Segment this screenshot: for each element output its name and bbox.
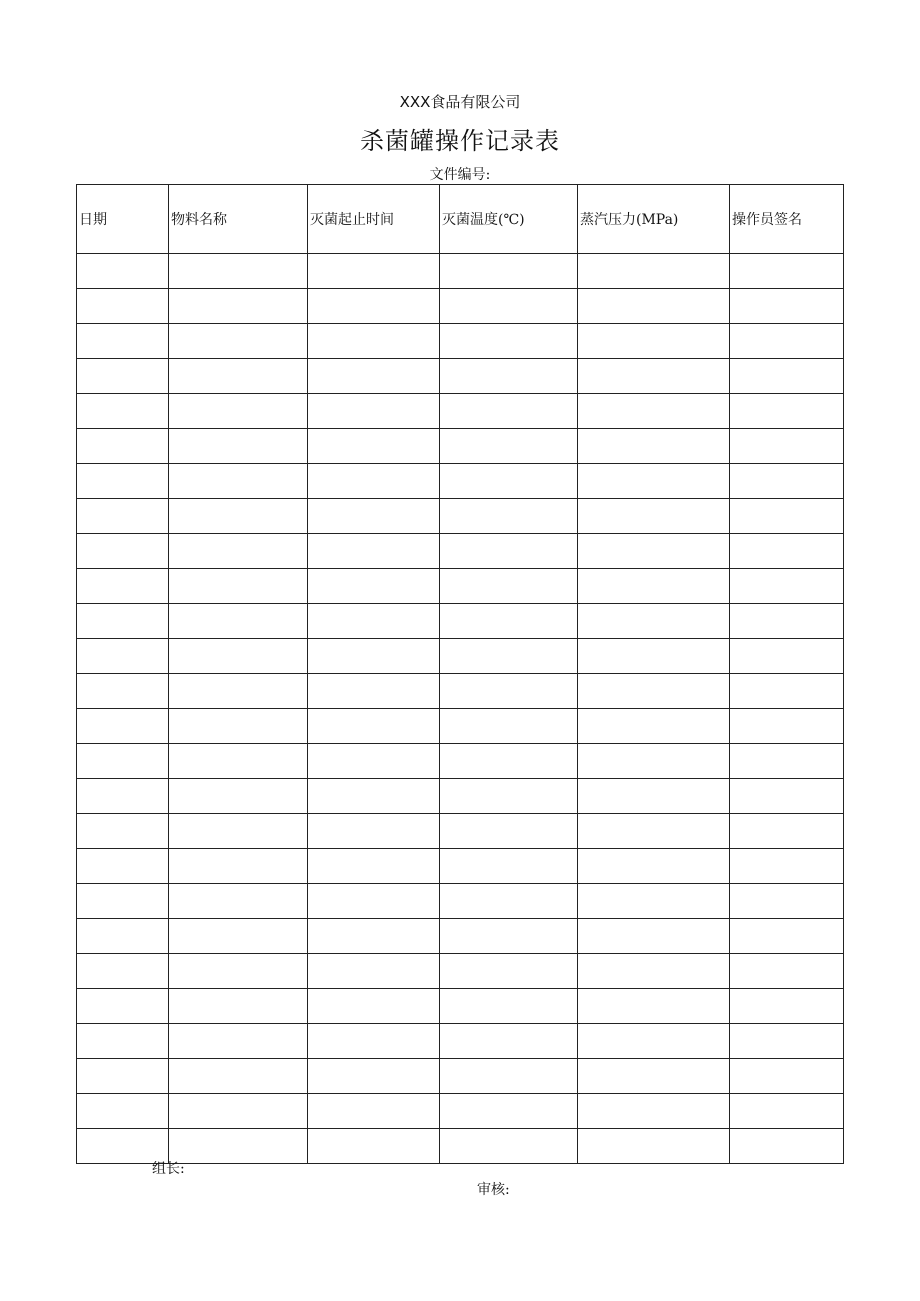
cell-sterilization-time[interactable] — [308, 1129, 440, 1164]
review-label: 审核: — [477, 1182, 510, 1198]
cell-material-name[interactable] — [169, 324, 308, 359]
cell-material-name[interactable] — [169, 954, 308, 989]
cell-sterilization-temperature[interactable] — [440, 569, 578, 604]
cell-steam-pressure[interactable] — [578, 744, 730, 779]
cell-operator-signature[interactable] — [730, 534, 844, 569]
table-row — [77, 989, 844, 1024]
cell-material-name[interactable] — [169, 604, 308, 639]
cell-operator-signature[interactable] — [730, 1094, 844, 1129]
table-row — [77, 289, 844, 324]
cell-steam-pressure[interactable] — [578, 359, 730, 394]
cell-steam-pressure[interactable] — [578, 324, 730, 359]
cell-date[interactable] — [77, 849, 169, 884]
column-header-operator-signature: 操作员签名 — [730, 185, 844, 254]
cell-operator-signature[interactable] — [730, 814, 844, 849]
cell-sterilization-time[interactable] — [308, 359, 440, 394]
cell-date[interactable] — [77, 359, 169, 394]
table-row — [77, 709, 844, 744]
cell-sterilization-time[interactable] — [308, 534, 440, 569]
cell-material-name[interactable] — [169, 849, 308, 884]
cell-steam-pressure[interactable] — [578, 1129, 730, 1164]
cell-operator-signature[interactable] — [730, 884, 844, 919]
cell-sterilization-temperature[interactable] — [440, 359, 578, 394]
cell-material-name[interactable] — [169, 989, 308, 1024]
cell-date[interactable] — [77, 919, 169, 954]
cell-sterilization-temperature[interactable] — [440, 429, 578, 464]
cell-material-name[interactable] — [169, 1059, 308, 1094]
cell-material-name[interactable] — [169, 639, 308, 674]
cell-material-name[interactable] — [169, 674, 308, 709]
table-row — [77, 639, 844, 674]
cell-date[interactable] — [77, 1059, 169, 1094]
cell-sterilization-temperature[interactable] — [440, 954, 578, 989]
cell-steam-pressure[interactable] — [578, 989, 730, 1024]
cell-sterilization-time[interactable] — [308, 709, 440, 744]
sterilization-record-table — [76, 184, 844, 1164]
cell-sterilization-time[interactable] — [308, 324, 440, 359]
cell-material-name[interactable] — [169, 1024, 308, 1059]
table-row — [77, 499, 844, 534]
cell-operator-signature[interactable] — [730, 954, 844, 989]
cell-sterilization-time[interactable] — [308, 499, 440, 534]
cell-material-name[interactable] — [169, 254, 308, 289]
cell-operator-signature[interactable] — [730, 254, 844, 289]
cell-operator-signature[interactable] — [730, 744, 844, 779]
cell-sterilization-temperature[interactable] — [440, 639, 578, 674]
cell-sterilization-time[interactable] — [308, 849, 440, 884]
table-row — [77, 534, 844, 569]
table-row — [77, 604, 844, 639]
team-leader-label: 组长: — [152, 1161, 185, 1177]
column-header-date: 日期 — [77, 185, 169, 254]
table-row — [77, 464, 844, 499]
cell-sterilization-temperature[interactable] — [440, 464, 578, 499]
cell-steam-pressure[interactable] — [578, 499, 730, 534]
cell-operator-signature[interactable] — [730, 394, 844, 429]
document-number-label: 文件编号: — [429, 167, 491, 183]
cell-sterilization-time[interactable] — [308, 919, 440, 954]
table-row — [77, 429, 844, 464]
cell-operator-signature[interactable] — [730, 1129, 844, 1164]
cell-steam-pressure[interactable] — [578, 534, 730, 569]
cell-material-name[interactable] — [169, 814, 308, 849]
cell-sterilization-temperature[interactable] — [440, 1024, 578, 1059]
cell-sterilization-time[interactable] — [308, 429, 440, 464]
cell-steam-pressure[interactable] — [578, 919, 730, 954]
cell-steam-pressure[interactable] — [578, 674, 730, 709]
cell-sterilization-temperature[interactable] — [440, 919, 578, 954]
table-row — [77, 884, 844, 919]
cell-operator-signature[interactable] — [730, 1024, 844, 1059]
cell-date[interactable] — [77, 884, 169, 919]
column-header-steam-pressure: 蒸汽压力(MPa) — [578, 185, 730, 254]
cell-sterilization-time[interactable] — [308, 1059, 440, 1094]
cell-sterilization-time[interactable] — [308, 639, 440, 674]
cell-date[interactable] — [77, 1024, 169, 1059]
cell-sterilization-time[interactable] — [308, 254, 440, 289]
cell-material-name[interactable] — [169, 779, 308, 814]
cell-material-name[interactable] — [169, 919, 308, 954]
table-body — [77, 254, 844, 1164]
cell-date[interactable] — [77, 814, 169, 849]
cell-steam-pressure[interactable] — [578, 849, 730, 884]
cell-operator-signature[interactable] — [730, 989, 844, 1024]
cell-sterilization-temperature[interactable] — [440, 499, 578, 534]
cell-material-name[interactable] — [169, 1094, 308, 1129]
cell-sterilization-time[interactable] — [308, 1094, 440, 1129]
column-header-sterilization-time: 灭菌起止时间 — [308, 185, 440, 254]
cell-operator-signature[interactable] — [730, 499, 844, 534]
cell-steam-pressure[interactable] — [578, 254, 730, 289]
cell-material-name[interactable] — [169, 359, 308, 394]
cell-date[interactable] — [77, 604, 169, 639]
table-row — [77, 1094, 844, 1129]
cell-operator-signature[interactable] — [730, 779, 844, 814]
cell-steam-pressure[interactable] — [578, 289, 730, 324]
cell-operator-signature[interactable] — [730, 569, 844, 604]
cell-date[interactable] — [77, 394, 169, 429]
cell-material-name[interactable] — [169, 429, 308, 464]
cell-sterilization-temperature[interactable] — [440, 814, 578, 849]
table-row — [77, 814, 844, 849]
cell-steam-pressure[interactable] — [578, 1024, 730, 1059]
cell-date[interactable] — [77, 639, 169, 674]
cell-sterilization-temperature[interactable] — [440, 884, 578, 919]
cell-material-name[interactable] — [169, 709, 308, 744]
cell-steam-pressure[interactable] — [578, 884, 730, 919]
cell-steam-pressure[interactable] — [578, 569, 730, 604]
cell-operator-signature[interactable] — [730, 919, 844, 954]
table-row — [77, 359, 844, 394]
table-row — [77, 394, 844, 429]
cell-material-name[interactable] — [169, 744, 308, 779]
cell-operator-signature[interactable] — [730, 604, 844, 639]
cell-date[interactable] — [77, 464, 169, 499]
cell-material-name[interactable] — [169, 569, 308, 604]
table-header-row — [77, 185, 844, 254]
table-row — [77, 849, 844, 884]
cell-date[interactable] — [77, 989, 169, 1024]
cell-sterilization-time[interactable] — [308, 289, 440, 324]
cell-sterilization-time[interactable] — [308, 814, 440, 849]
cell-sterilization-temperature[interactable] — [440, 324, 578, 359]
cell-steam-pressure[interactable] — [578, 709, 730, 744]
table-row — [77, 779, 844, 814]
table-row — [77, 954, 844, 989]
cell-sterilization-temperature[interactable] — [440, 744, 578, 779]
column-header-sterilization-temperature: 灭菌温度(℃) — [440, 185, 578, 254]
cell-sterilization-time[interactable] — [308, 394, 440, 429]
cell-steam-pressure[interactable] — [578, 814, 730, 849]
cell-date[interactable] — [77, 429, 169, 464]
cell-operator-signature[interactable] — [730, 289, 844, 324]
cell-date[interactable] — [77, 674, 169, 709]
cell-sterilization-temperature[interactable] — [440, 709, 578, 744]
cell-sterilization-time[interactable] — [308, 989, 440, 1024]
table-row — [77, 1024, 844, 1059]
cell-sterilization-time[interactable] — [308, 1024, 440, 1059]
table-row — [77, 324, 844, 359]
cell-operator-signature[interactable] — [730, 464, 844, 499]
cell-material-name[interactable] — [169, 499, 308, 534]
table-row — [77, 744, 844, 779]
cell-operator-signature[interactable] — [730, 429, 844, 464]
cell-sterilization-time[interactable] — [308, 744, 440, 779]
cell-sterilization-temperature[interactable] — [440, 534, 578, 569]
cell-operator-signature[interactable] — [730, 359, 844, 394]
cell-sterilization-time[interactable] — [308, 779, 440, 814]
cell-material-name[interactable] — [169, 394, 308, 429]
table-row — [77, 919, 844, 954]
cell-sterilization-temperature[interactable] — [440, 1094, 578, 1129]
cell-steam-pressure[interactable] — [578, 394, 730, 429]
cell-operator-signature[interactable] — [730, 849, 844, 884]
cell-operator-signature[interactable] — [730, 709, 844, 744]
cell-sterilization-time[interactable] — [308, 674, 440, 709]
table-row — [77, 569, 844, 604]
cell-operator-signature[interactable] — [730, 639, 844, 674]
cell-date[interactable] — [77, 569, 169, 604]
cell-sterilization-time[interactable] — [308, 569, 440, 604]
cell-sterilization-temperature[interactable] — [440, 604, 578, 639]
cell-date[interactable] — [77, 744, 169, 779]
table-row — [77, 1129, 844, 1164]
table-row — [77, 254, 844, 289]
cell-date[interactable] — [77, 1094, 169, 1129]
cell-date[interactable] — [77, 779, 169, 814]
cell-material-name[interactable] — [169, 534, 308, 569]
cell-sterilization-time[interactable] — [308, 954, 440, 989]
cell-sterilization-temperature[interactable] — [440, 849, 578, 884]
cell-sterilization-temperature[interactable] — [440, 254, 578, 289]
cell-operator-signature[interactable] — [730, 674, 844, 709]
cell-steam-pressure[interactable] — [578, 1094, 730, 1129]
cell-steam-pressure[interactable] — [578, 604, 730, 639]
cell-date[interactable] — [77, 499, 169, 534]
cell-sterilization-time[interactable] — [308, 604, 440, 639]
cell-steam-pressure[interactable] — [578, 464, 730, 499]
column-header-material-name: 物料名称 — [169, 185, 308, 254]
cell-steam-pressure[interactable] — [578, 779, 730, 814]
cell-date[interactable] — [77, 954, 169, 989]
cell-steam-pressure[interactable] — [578, 639, 730, 674]
cell-date[interactable] — [77, 534, 169, 569]
cell-material-name[interactable] — [169, 884, 308, 919]
cell-material-name[interactable] — [169, 289, 308, 324]
cell-material-name[interactable] — [169, 464, 308, 499]
cell-steam-pressure[interactable] — [578, 1059, 730, 1094]
cell-date[interactable] — [77, 324, 169, 359]
cell-material-name[interactable] — [169, 1129, 308, 1164]
cell-sterilization-temperature[interactable] — [440, 779, 578, 814]
table-row — [77, 1059, 844, 1094]
cell-steam-pressure[interactable] — [578, 954, 730, 989]
cell-sterilization-temperature[interactable] — [440, 1129, 578, 1164]
form-title: 杀菌罐操作记录表 — [360, 127, 560, 155]
cell-sterilization-time[interactable] — [308, 884, 440, 919]
cell-sterilization-temperature[interactable] — [440, 1059, 578, 1094]
cell-date[interactable] — [77, 254, 169, 289]
cell-sterilization-temperature[interactable] — [440, 289, 578, 324]
cell-sterilization-temperature[interactable] — [440, 674, 578, 709]
cell-operator-signature[interactable] — [730, 1059, 844, 1094]
cell-steam-pressure[interactable] — [578, 429, 730, 464]
cell-sterilization-temperature[interactable] — [440, 394, 578, 429]
cell-sterilization-temperature[interactable] — [440, 989, 578, 1024]
cell-operator-signature[interactable] — [730, 324, 844, 359]
company-name: XXX食品有限公司 — [399, 93, 521, 111]
cell-date[interactable] — [77, 289, 169, 324]
cell-date[interactable] — [77, 709, 169, 744]
cell-sterilization-time[interactable] — [308, 464, 440, 499]
table-row — [77, 674, 844, 709]
